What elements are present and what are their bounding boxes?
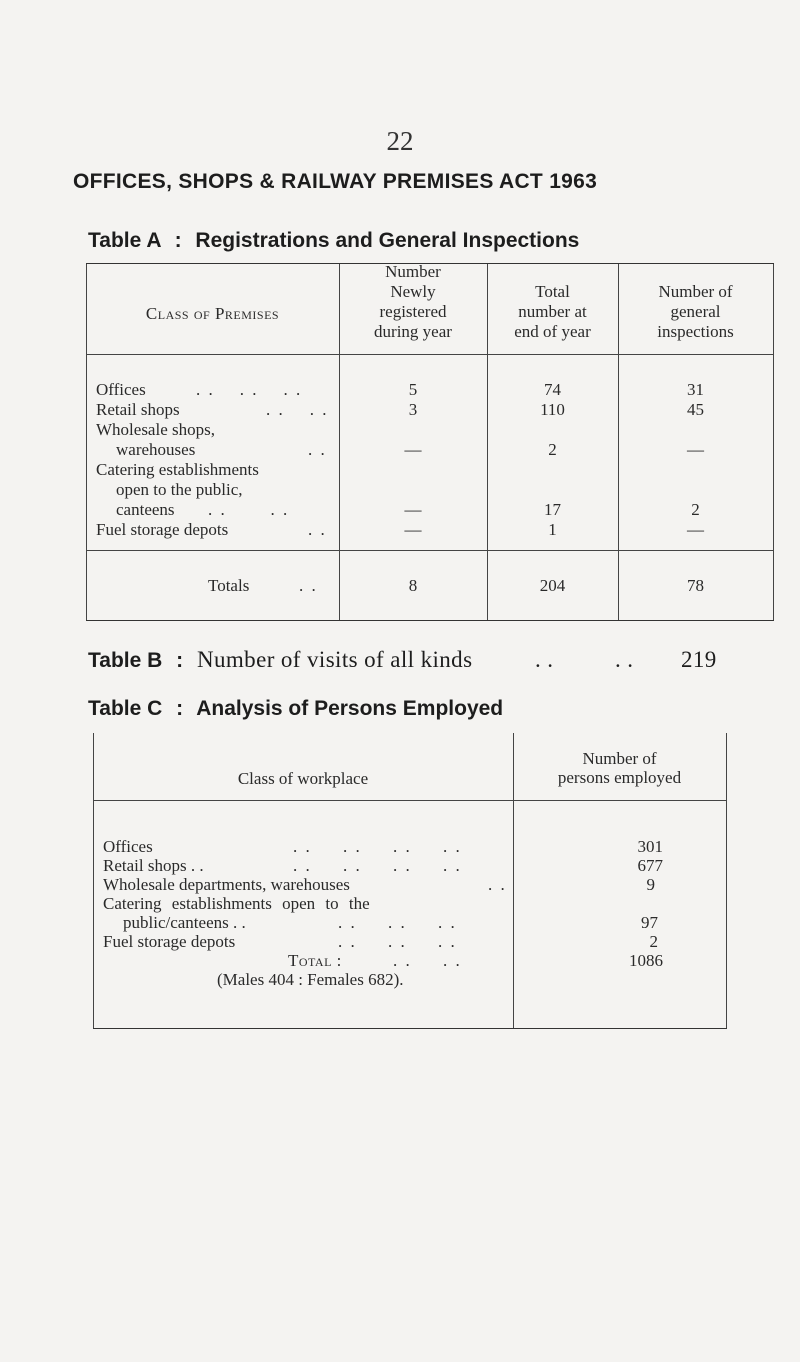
list-item-value: 301 (637, 837, 663, 856)
table-cell: 45 (687, 400, 704, 419)
table-row-label: warehouses (116, 440, 196, 459)
leader-dots: . . . . . . . . (293, 837, 462, 856)
list-item-value: 2 (649, 932, 658, 951)
list-item-label: Catering establishments open to the (103, 894, 370, 913)
table-cell: 2 (691, 500, 700, 519)
list-item-label: Retail shops . . (103, 856, 204, 875)
total-value: 1086 (629, 951, 663, 970)
totals-label: Totals (208, 576, 250, 595)
header-inspections-line: Number of (658, 282, 733, 301)
leader-dots: . . . . (208, 500, 290, 519)
totals-cell: 204 (539, 576, 566, 595)
table-row-label: Fuel storage depots (96, 520, 229, 539)
table-b-number: 219 (681, 647, 717, 672)
leader-dots: . . . . . . (196, 380, 303, 399)
table-c-title: Analysis of Persons Employed (196, 697, 504, 720)
table-c-sep: : (176, 697, 184, 720)
table-b-sep: : (176, 649, 184, 672)
totals-cell: 8 (408, 576, 418, 595)
header-registered (339, 262, 487, 342)
table-cell: — (404, 520, 422, 539)
leader-dots: . . (488, 875, 507, 894)
leader-dots: . . . . (535, 647, 634, 672)
table-row-label: Catering establishments (96, 460, 259, 479)
table-cell: 74 (544, 380, 561, 399)
list-item-value: 97 (641, 913, 658, 932)
header-inspections (618, 282, 773, 342)
table-a-heading (88, 229, 579, 253)
leader-dots: . . (299, 576, 318, 595)
header-inspections-line: general (670, 302, 721, 321)
table-cell: 1 (548, 520, 557, 539)
table-a-title: Registrations and General Inspections (195, 229, 580, 252)
table-a-label: Table A (88, 229, 161, 252)
table-cell: 5 (408, 380, 418, 399)
list-item-value: 9 (646, 875, 655, 894)
header-total (487, 282, 618, 342)
header-total-line: number at (518, 302, 587, 321)
header-total-line: end of year (514, 322, 591, 341)
list-item-label: public/canteens . . (123, 913, 246, 932)
table-cell: 110 (540, 400, 565, 419)
list-item-value: 677 (637, 856, 663, 875)
leader-dots: . . . . . . (338, 932, 457, 951)
table-cell: — (687, 520, 704, 539)
table-b-heading (88, 647, 472, 673)
table-row-label: Retail shops (96, 400, 180, 419)
table-cell: — (404, 500, 422, 519)
leader-dots: . . . . (393, 951, 462, 970)
table-c (93, 733, 727, 1029)
table-row-label: canteens (116, 500, 175, 519)
table-b-title: Number of visits of all kinds (196, 647, 473, 672)
gender-note: (Males 404 : Females 682). (217, 970, 404, 989)
table-a (86, 263, 774, 621)
table-cell: 31 (687, 380, 704, 399)
table-cell: 17 (544, 500, 561, 519)
page-number: 22 (386, 126, 414, 156)
list-item-label: Fuel storage depots (103, 932, 236, 951)
totals-cell: 78 (687, 576, 704, 595)
main-title: OFFICES, SHOPS & RAILWAY PREMISES ACT 1963 (73, 170, 598, 193)
header-number-employed (513, 749, 726, 787)
leader-dots: . . . . . . (338, 913, 457, 932)
table-c-label: Table C (88, 697, 163, 720)
header-number-line: persons employed (557, 768, 682, 787)
header-number-line: Number of (582, 749, 657, 768)
table-cell: 2 (548, 440, 557, 459)
header-registered-line: Number (385, 262, 441, 281)
table-c-heading (88, 697, 503, 721)
list-item-label: Wholesale departments, warehouses (103, 875, 350, 894)
header-registered-line: Newly (390, 282, 436, 301)
header-registered-line: during year (374, 322, 452, 341)
table-b-label: Table B (88, 649, 163, 672)
leader-dots: . . . . . . . . (293, 856, 462, 875)
table-row-label: Wholesale shops, (96, 420, 215, 439)
table-a-sep: : (174, 229, 182, 252)
header-registered-line: registered (379, 302, 447, 321)
table-b-value (681, 647, 717, 673)
leader-dots: . . . . (266, 400, 329, 419)
header-inspections-line: inspections (657, 322, 734, 341)
table-row-label: open to the public, (116, 480, 243, 499)
table-row-label: Offices (96, 380, 146, 399)
table-cell: — (687, 440, 704, 459)
table-cell: 3 (408, 400, 418, 419)
table-cell: — (404, 440, 422, 459)
leader-dots: . . (308, 440, 327, 459)
list-item-label: Offices (103, 837, 153, 856)
header-total-line: Total (535, 282, 570, 301)
header-class-of-workplace: Class of workplace (237, 769, 369, 788)
header-class-of-premises: Class of Premises (145, 304, 280, 323)
table-b-dots (535, 647, 633, 673)
leader-dots: . . (308, 520, 327, 539)
total-label: Total : (288, 951, 342, 970)
